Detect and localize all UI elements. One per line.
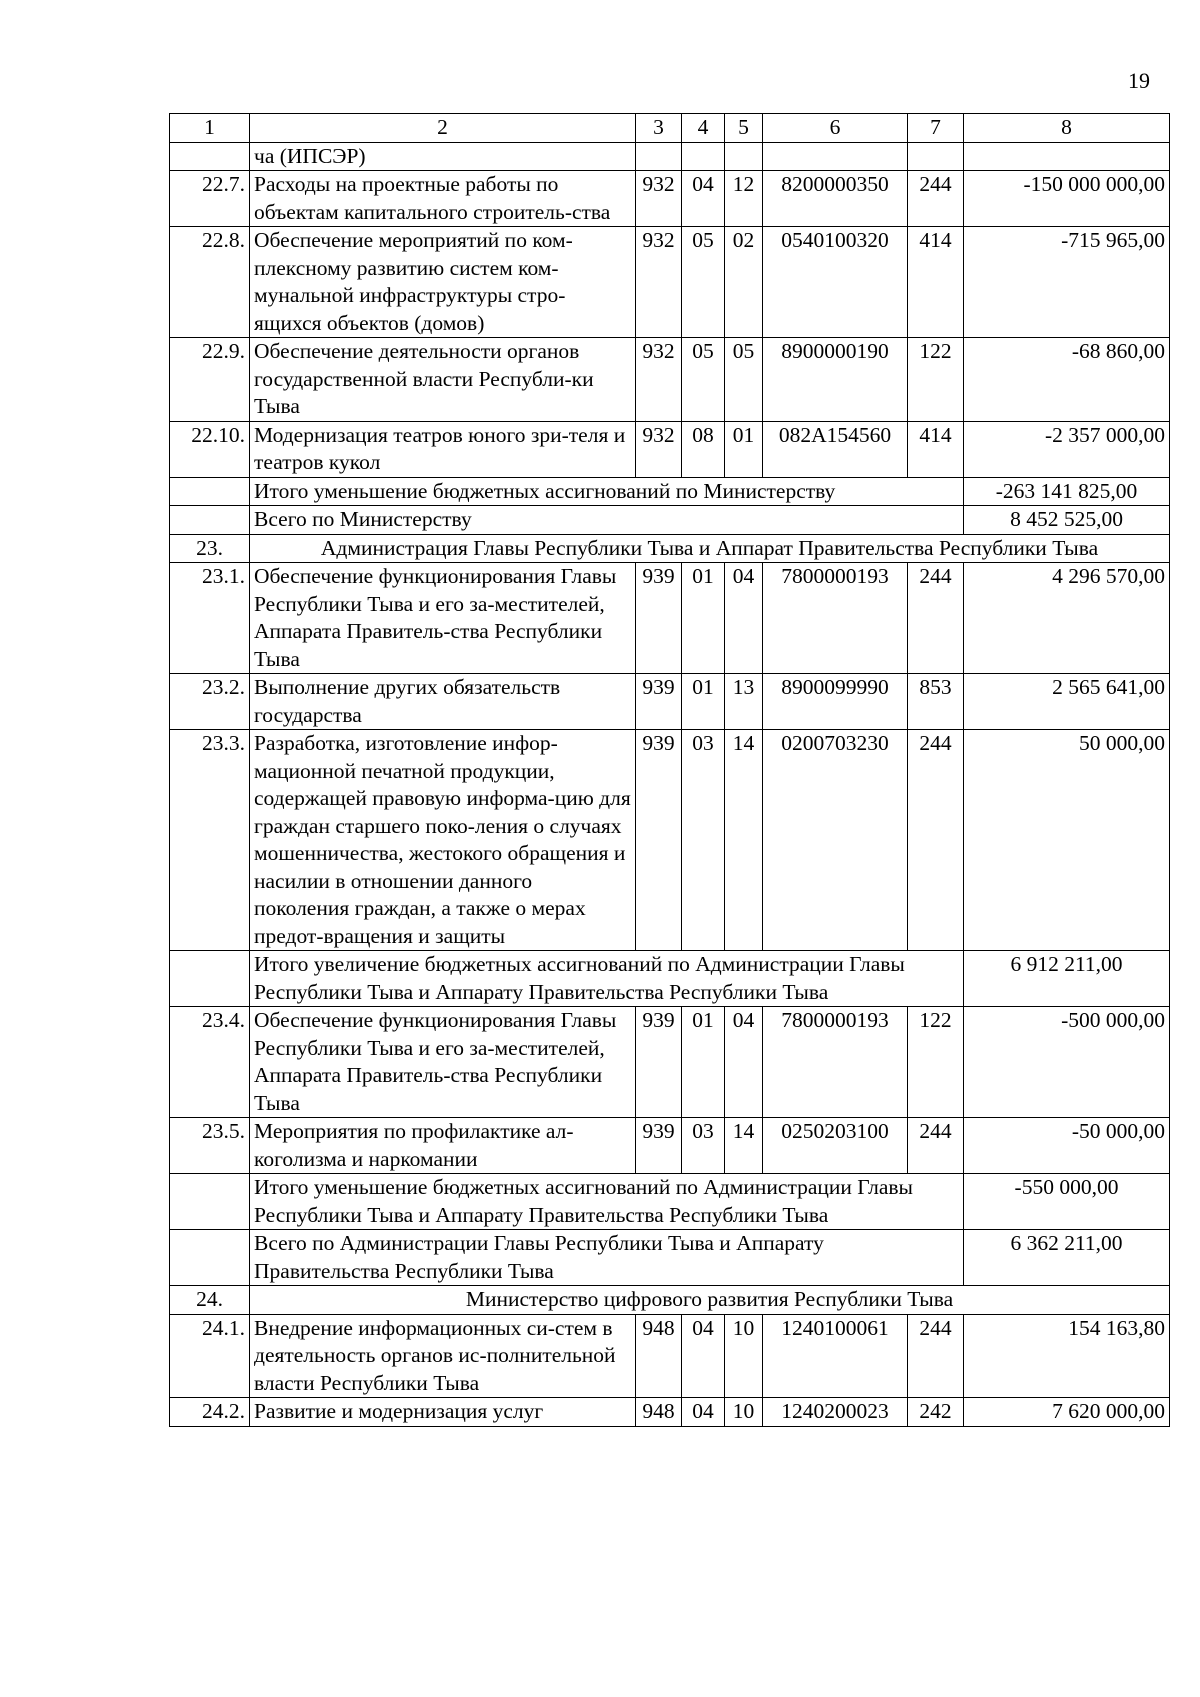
budget-allocation-table — [169, 113, 1170, 1427]
expense-type-code: 414 — [908, 421, 964, 477]
target-article-code: 7800000193 — [763, 1007, 908, 1118]
table-row — [170, 1314, 1170, 1398]
total-label: Всего по Администрации Главы Республики Тыва и Аппарату Правительства Республики Тыва — [250, 1230, 964, 1286]
row-number: 23.3. — [170, 730, 250, 951]
ministry-code: 932 — [636, 227, 682, 338]
ministry-code: 932 — [636, 421, 682, 477]
amount: 50 000,00 — [964, 730, 1170, 951]
expense-type-code: 853 — [908, 674, 964, 730]
expense-type-code — [908, 142, 964, 171]
page-number: 19 — [1128, 68, 1150, 93]
total-amount: 8 452 525,00 — [964, 506, 1170, 535]
subsection-code: 12 — [725, 171, 763, 227]
total-amount: 6 912 211,00 — [964, 951, 1170, 1007]
section-code: 01 — [682, 674, 725, 730]
total-row — [170, 1230, 1170, 1286]
subsection-code — [725, 142, 763, 171]
total-row — [170, 1174, 1170, 1230]
total-row — [170, 506, 1170, 535]
subsection-code: 04 — [725, 563, 763, 674]
expense-name: Расходы на проектные работы по объектам капитального строитель-ства — [250, 171, 636, 227]
ministry-code: 932 — [636, 338, 682, 422]
expense-type-code: 122 — [908, 338, 964, 422]
section-code: 08 — [682, 421, 725, 477]
amount — [964, 142, 1170, 171]
expense-type-code: 244 — [908, 1118, 964, 1174]
expense-type-code: 414 — [908, 227, 964, 338]
ministry-code: 939 — [636, 674, 682, 730]
expense-name: Обеспечение деятельности органов государственной власти Республи-ки Тыва — [250, 338, 636, 422]
section-header-row — [170, 534, 1170, 563]
total-row — [170, 477, 1170, 506]
ministry-code: 948 — [636, 1398, 682, 1427]
section-code: 01 — [682, 563, 725, 674]
section-header-row — [170, 1286, 1170, 1315]
target-article-code: 0250203100 — [763, 1118, 908, 1174]
row-number: 22.7. — [170, 171, 250, 227]
row-number — [170, 951, 250, 1007]
section-code: 04 — [682, 1314, 725, 1398]
column-header: 4 — [682, 114, 725, 143]
amount: 7 620 000,00 — [964, 1398, 1170, 1427]
row-number — [170, 477, 250, 506]
expense-name: Обеспечение мероприятий по ком-плексному развитию систем ком-мунальной инфраструктуры стро-ящихся объектов (домов) — [250, 227, 636, 338]
column-header: 7 — [908, 114, 964, 143]
target-article-code: 082А154560 — [763, 421, 908, 477]
amount: 2 565 641,00 — [964, 674, 1170, 730]
ministry-code: 939 — [636, 1118, 682, 1174]
column-header: 8 — [964, 114, 1170, 143]
column-header: 5 — [725, 114, 763, 143]
target-article-code: 1240200023 — [763, 1398, 908, 1427]
expense-name: Внедрение информационных си-стем в деятельность органов ис-полнительной власти Республики Тыва — [250, 1314, 636, 1398]
row-number — [170, 1230, 250, 1286]
ministry-code: 939 — [636, 1007, 682, 1118]
section-code: 05 — [682, 338, 725, 422]
ministry-code: 939 — [636, 730, 682, 951]
section-code: 04 — [682, 1398, 725, 1427]
column-header: 1 — [170, 114, 250, 143]
column-header: 6 — [763, 114, 908, 143]
target-article-code: 0540100320 — [763, 227, 908, 338]
expense-name: Выполнение других обязательств государства — [250, 674, 636, 730]
section-number: 24. — [170, 1286, 250, 1315]
table-row — [170, 338, 1170, 422]
expense-type-code: 244 — [908, 563, 964, 674]
subsection-code: 04 — [725, 1007, 763, 1118]
table-row — [170, 1007, 1170, 1118]
total-amount: 6 362 211,00 — [964, 1230, 1170, 1286]
table-row — [170, 171, 1170, 227]
section-code: 03 — [682, 730, 725, 951]
total-label: Итого увеличение бюджетных ассигнований по Администрации Главы Республики Тыва и Аппарату Правительства Республики Тыва — [250, 951, 964, 1007]
subsection-code: 01 — [725, 421, 763, 477]
total-label: Всего по Министерству — [250, 506, 964, 535]
target-article-code: 7800000193 — [763, 563, 908, 674]
subsection-code: 14 — [725, 1118, 763, 1174]
expense-name: ча (ИПСЭР) — [250, 142, 636, 171]
expense-type-code: 244 — [908, 1314, 964, 1398]
expense-type-code: 244 — [908, 171, 964, 227]
amount: -2 357 000,00 — [964, 421, 1170, 477]
section-code: 03 — [682, 1118, 725, 1174]
expense-type-code: 242 — [908, 1398, 964, 1427]
amount: 4 296 570,00 — [964, 563, 1170, 674]
section-number: 23. — [170, 534, 250, 563]
table-row — [170, 1118, 1170, 1174]
subsection-code: 05 — [725, 338, 763, 422]
row-number — [170, 506, 250, 535]
amount: 154 163,80 — [964, 1314, 1170, 1398]
expense-name: Разработка, изготовление инфор-мационной печатной продукции, содержащей правовую информа-цию для граждан старшего поко-ления о случаях мошенничества, жестокого обращения и насилии в отношении данного поколения граждан, а также о мерах предот-вращения и защиты — [250, 730, 636, 951]
expense-name: Модернизация театров юного зри-теля и театров кукол — [250, 421, 636, 477]
ministry-code — [636, 142, 682, 171]
column-header: 2 — [250, 114, 636, 143]
expense-type-code: 122 — [908, 1007, 964, 1118]
expense-name: Развитие и модернизация услуг — [250, 1398, 636, 1427]
amount: -715 965,00 — [964, 227, 1170, 338]
total-label: Итого уменьшение бюджетных ассигнований по Министерству — [250, 477, 964, 506]
total-label: Итого уменьшение бюджетных ассигнований по Администрации Главы Республики Тыва и Аппарату Правительства Республики Тыва — [250, 1174, 964, 1230]
amount: -500 000,00 — [964, 1007, 1170, 1118]
amount: -150 000 000,00 — [964, 171, 1170, 227]
table-row — [170, 227, 1170, 338]
amount: -68 860,00 — [964, 338, 1170, 422]
table-row — [170, 730, 1170, 951]
row-number: 23.1. — [170, 563, 250, 674]
target-article-code: 8900099990 — [763, 674, 908, 730]
total-row — [170, 951, 1170, 1007]
row-number: 23.4. — [170, 1007, 250, 1118]
subsection-code: 10 — [725, 1314, 763, 1398]
total-amount: -550 000,00 — [964, 1174, 1170, 1230]
row-number: 22.8. — [170, 227, 250, 338]
ministry-code: 948 — [636, 1314, 682, 1398]
subsection-code: 13 — [725, 674, 763, 730]
target-article-code: 8900000190 — [763, 338, 908, 422]
ministry-code: 939 — [636, 563, 682, 674]
amount: -50 000,00 — [964, 1118, 1170, 1174]
target-article-code: 1240100061 — [763, 1314, 908, 1398]
row-number: 22.9. — [170, 338, 250, 422]
row-number — [170, 142, 250, 171]
table-row — [170, 674, 1170, 730]
subsection-code: 02 — [725, 227, 763, 338]
row-number: 23.5. — [170, 1118, 250, 1174]
ministry-code: 932 — [636, 171, 682, 227]
subsection-code: 10 — [725, 1398, 763, 1427]
expense-name: Мероприятия по профилактике ал-коголизма и наркомании — [250, 1118, 636, 1174]
row-number: 24.1. — [170, 1314, 250, 1398]
table-row — [170, 421, 1170, 477]
subsection-code: 14 — [725, 730, 763, 951]
row-number — [170, 1174, 250, 1230]
section-code: 05 — [682, 227, 725, 338]
total-amount: -263 141 825,00 — [964, 477, 1170, 506]
section-title: Администрация Главы Республики Тыва и Аппарат Правительства Республики Тыва — [250, 534, 1170, 563]
row-number: 24.2. — [170, 1398, 250, 1427]
column-header-row — [170, 114, 1170, 143]
target-article-code: 8200000350 — [763, 171, 908, 227]
row-number: 23.2. — [170, 674, 250, 730]
section-title: Министерство цифрового развития Республики Тыва — [250, 1286, 1170, 1315]
column-header: 3 — [636, 114, 682, 143]
table-row — [170, 563, 1170, 674]
table-row — [170, 142, 1170, 171]
expense-name: Обеспечение функционирования Главы Республики Тыва и его за-местителей, Аппарата Правитель-ства Республики Тыва — [250, 563, 636, 674]
target-article-code: 0200703230 — [763, 730, 908, 951]
row-number: 22.10. — [170, 421, 250, 477]
section-code: 04 — [682, 171, 725, 227]
section-code: 01 — [682, 1007, 725, 1118]
expense-type-code: 244 — [908, 730, 964, 951]
expense-name: Обеспечение функционирования Главы Республики Тыва и его за-местителей, Аппарата Правитель-ства Республики Тыва — [250, 1007, 636, 1118]
section-code — [682, 142, 725, 171]
table-row — [170, 1398, 1170, 1427]
target-article-code — [763, 142, 908, 171]
